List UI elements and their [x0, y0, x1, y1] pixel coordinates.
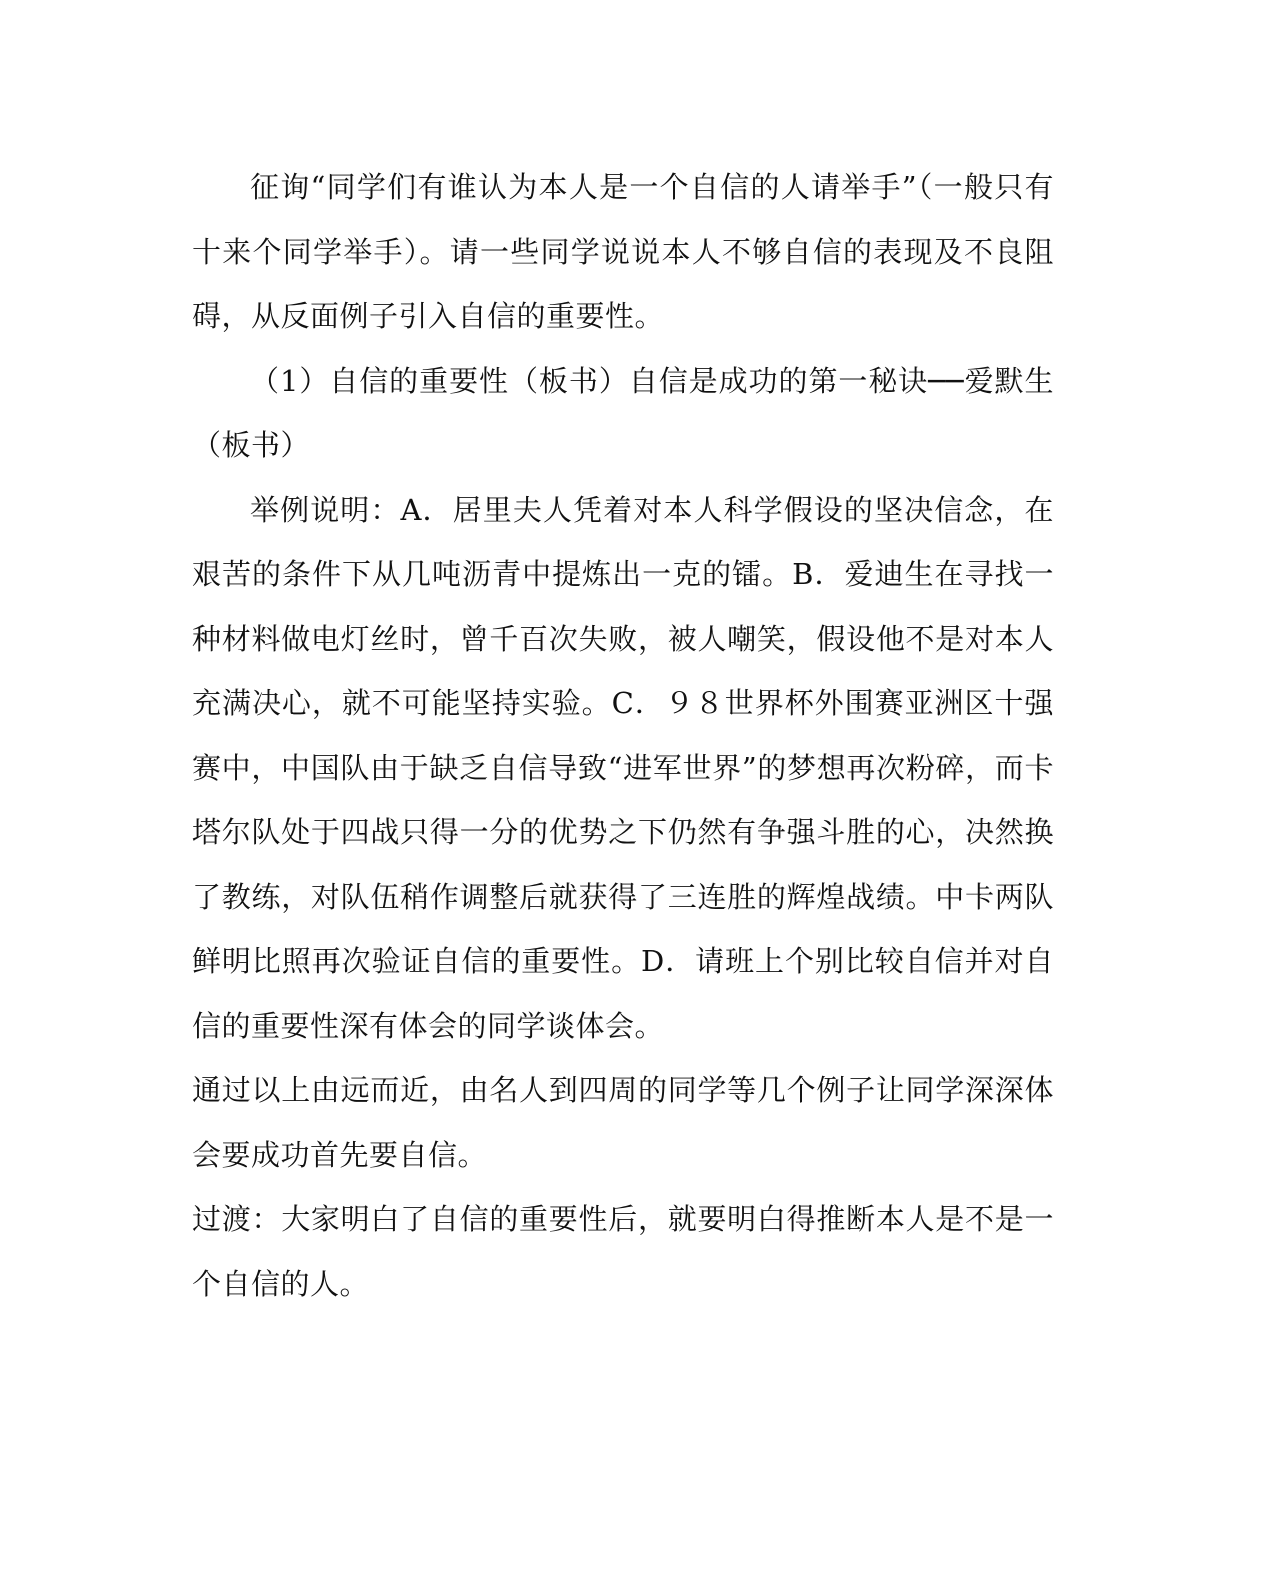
paragraph-examples: 举例说明：A．居里夫人凭着对本人科学假设的坚决信念，在艰苦的条件下从几吨沥青中提炼出一克的镭。B．爱迪生在寻找一种材料做电灯丝时，曾千百次失败，被人嘲笑，假设他不是对本人充满决心，就不可能坚持实验。C．９８世界杯外围赛亚洲区十强赛中，中国队由于缺乏自信导致“进军世界”的梦想再次粉碎，而卡塔尔队处于四战只得一分的优势之下仍然有争强斗胜的心，决然换了教练，对队伍稍作调整后就获得了三连胜的辉煌战绩。中卡两队鲜明比照再次验证自信的重要性。D．请班上个别比较自信并对自信的重要性深有体会的同学谈体会。	[192, 492, 1054, 1043]
paragraph-summary: 通过以上由远而近，由名人到四周的同学等几个例子让同学深深体会要成功首先要自信。	[192, 1073, 1054, 1172]
document-body	[192, 155, 1054, 1316]
paragraph-importance-heading: （1）自信的重要性（板书）自信是成功的第一秘诀──爱默生（板书）	[192, 363, 1054, 462]
paragraph-transition: 过渡：大家明白了自信的重要性后，就要明白得推断本人是不是一个自信的人。	[192, 1202, 1054, 1301]
paragraph-solicit-hands: 征询“同学们有谁认为本人是一个自信的人请举手”（一般只有十来个同学举手）。请一些同学说说本人不够自信的表现及不良阻碍，从反面例子引入自信的重要性。	[192, 170, 1054, 333]
